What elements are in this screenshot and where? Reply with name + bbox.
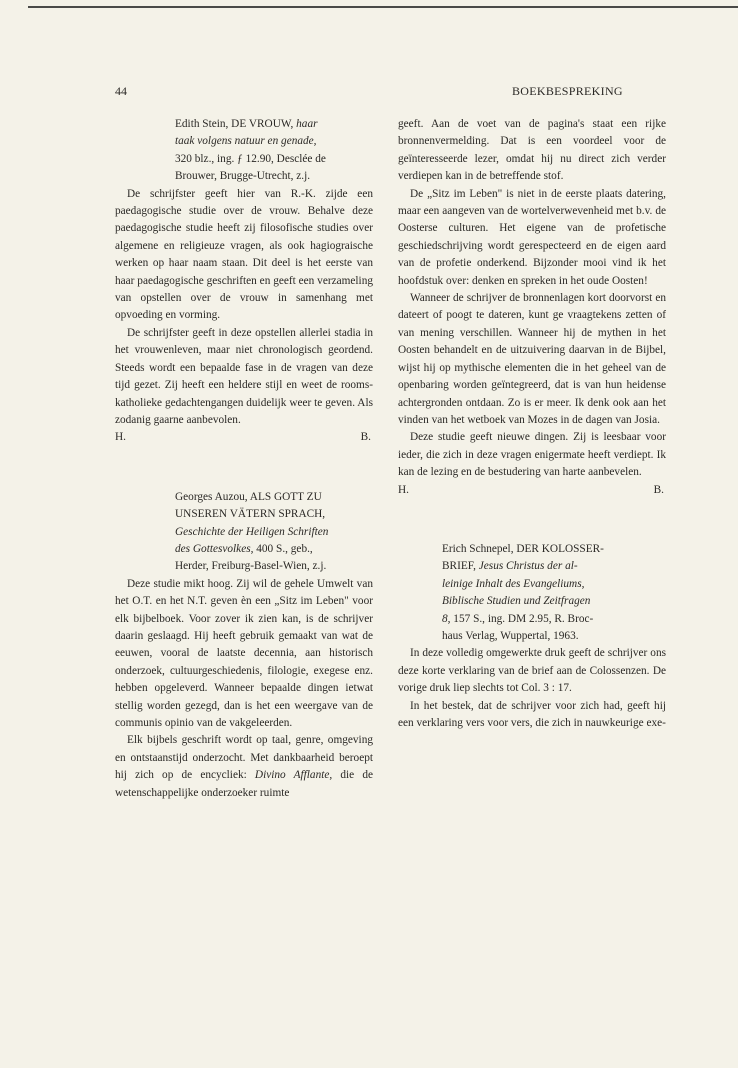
encyclical-title: Divino Afflante, (254, 769, 333, 782)
review-2-paragraph: De „Sitz im Leben" is niet in de eerste plaats datering, maar een aangeven van de wortelverwevenheid met b.v. de Oosterse culturen. Het eigene van de profetische geschiedschrijving wordt gerespecteerd en de eigen aard van de profetie onderkend. Bijzonder mooi vind ik het hoofdstuk over: denken en spreken in het oude Oosten! (398, 187, 666, 287)
review-2-header-line: Georges Auzou, ALS GOTT ZU (175, 490, 322, 503)
signature-initial: H. (115, 431, 126, 444)
review-3-paragraph: In deze volledig omgewerkte druk geeft de schrijver ons deze korte verklaring van de brief aan de Colossenzen. De vorige druk liep slechts tot Col. 3 : 17. (398, 647, 666, 695)
review-2-paragraph: Deze studie geeft nieuwe dingen. Zij is leesbaar voor ieder, die zich in deze vragen enigermate heeft verdiept. Ik kan de lezing en de bestudering van harte aanbevelen. (398, 431, 666, 479)
review-3-header-line: leinige Inhalt des Evangeliums, (442, 577, 585, 590)
review-3-header-line: haus Verlag, Wuppertal, 1963. (442, 629, 579, 642)
running-head: BOEKBESPREKING (512, 84, 623, 98)
review-1-header-line: haar (296, 118, 318, 130)
review-2-header-line: UNSEREN VÄTERN SPRACH, (175, 508, 326, 521)
review-2-paragraph: Wanneer de schrijver de bronnenlagen kort doorvorst en dateert of poogt te dateren, kunt ge vraagtekens zetten of van mening verschillen. Wanneer hij de mythen in het Oosten behandelt en de uitzuivering daarvan in de Bijbel, wijst hij op mythische elementen die in het geheel van de openbaring worden geïntegreerd, dat is van hun heidense achtergronden ontdaan. Zo is er meer. Ik denk ook aan het vinden van het wetboek van Mozes in de dagen van Josia. (398, 292, 666, 426)
review-2-paragraph: geeft. Aan de voet van de pagina's staat een rijke bronnenvermelding. Dat is een voordeel voor de geïnteresseerde lezer, omdat hij nu direct zich verder verdiepen kan in de betreffende stof. (398, 118, 666, 183)
right-column (398, 116, 666, 732)
review-1-paragraph: De schrijfster geeft hier van R.-K. zijde een paedagogische studie over de vrouw. Behalve deze paedagogische studie heeft zij filosofische studies over algemene en religieuze vragen, als ook hagiograische werken op haar naam staan. Dit deel is het eerste van haar paedagogische geschriften en geeft een verzameling van opstellen over de vrouw in samenhang met opvoeding en vorming. (115, 187, 373, 322)
review-2-paragraph (115, 732, 373, 802)
review-3-header (398, 541, 666, 645)
review-3-header-line: BRIEF, (442, 560, 479, 573)
signature-initial: H. (398, 483, 409, 496)
review-2-header (115, 489, 373, 576)
review-2-paragraph: Deze studie mikt hoog. Zij wil de gehele Umwelt van het O.T. en het N.T. geven èn een „Sitz im Leben" voor elk bijbelboek. Voor zover ik zien kan, is de schrijver daarin geslaagd. Hij heeft gebruik gemaakt van wat de eeuwen, vooral de laatste decennia, aan historisch onderzoek, cultuurgeschiedenis, filologie, exegese enz. hebben opgeleverd. Wanneer bepaalde dingen ietwat stellig worden gezegd, dan is het een weergave van de communis opinio van de vakgeleerden. (115, 577, 373, 729)
review-3-header-line: Erich Schnepel, DER KOLOSSER- (442, 542, 604, 555)
review-1-header (115, 116, 373, 186)
review-2-signature (398, 482, 666, 499)
review-2-header-line: des Gottesvolkes, (175, 542, 254, 555)
review-2-header-line: 400 S., geb., (253, 542, 313, 555)
review-1-header-line: taak volgens natuur en genade, (175, 135, 317, 148)
review-3-header-line: Jesus Christus der al- (478, 560, 578, 573)
signature-initial: B. (653, 483, 664, 496)
review-2-paragraph-text: die de wetenschappelijke onderzoeker ruimte (115, 769, 373, 799)
review-2-header-line: Geschichte der Heiligen Schriften (175, 525, 329, 538)
review-1-header-line: Brouwer, Brugge-Utrecht, z.j. (175, 170, 311, 183)
review-3-header-line: 157 S., ing. DM 2.95, R. Broc- (450, 612, 594, 625)
review-3-header-line: Biblische Studien und Zeitfragen (442, 595, 591, 608)
review-1-header-line: 320 blz., ing. ƒ 12.90, Desclée de (175, 152, 326, 165)
review-1-paragraph: De schrijfster geeft in deze opstellen allerlei stadia in het vrouwenleven, maar niet chronologisch geordend. Steeds wordt een bepaalde fase in de vragen van deze tijd gezet. Zij heeft een heldere stijl en weet de rooms-katholieke gedachtengangen duidelijk weer te geven. Als zodanig gaarne aanbevolen. (115, 326, 373, 426)
review-3-header-line: 8, (442, 612, 451, 625)
review-1-signature (115, 429, 373, 446)
review-3-paragraph: In het bestek, dat de schrijver voor zich had, geeft hij een verklaring vers voor vers, die zich in nauwkeurige exe- (398, 699, 666, 729)
review-1-header-line: Edith Stein, DE VROUW, (175, 118, 297, 130)
page-number: 44 (115, 84, 127, 98)
signature-initial: B. (360, 431, 371, 444)
review-2-header-line: Herder, Freiburg-Basel-Wien, z.j. (175, 560, 327, 573)
left-column (115, 116, 373, 802)
top-rule (28, 6, 738, 8)
review-2-paragraph-text: Elk bijbels geschrift wordt op taal, genre, omgeving en ontstaanstijd onderzocht. Met dankbaarheid beroept hij zich op de encycliek: (115, 734, 373, 782)
